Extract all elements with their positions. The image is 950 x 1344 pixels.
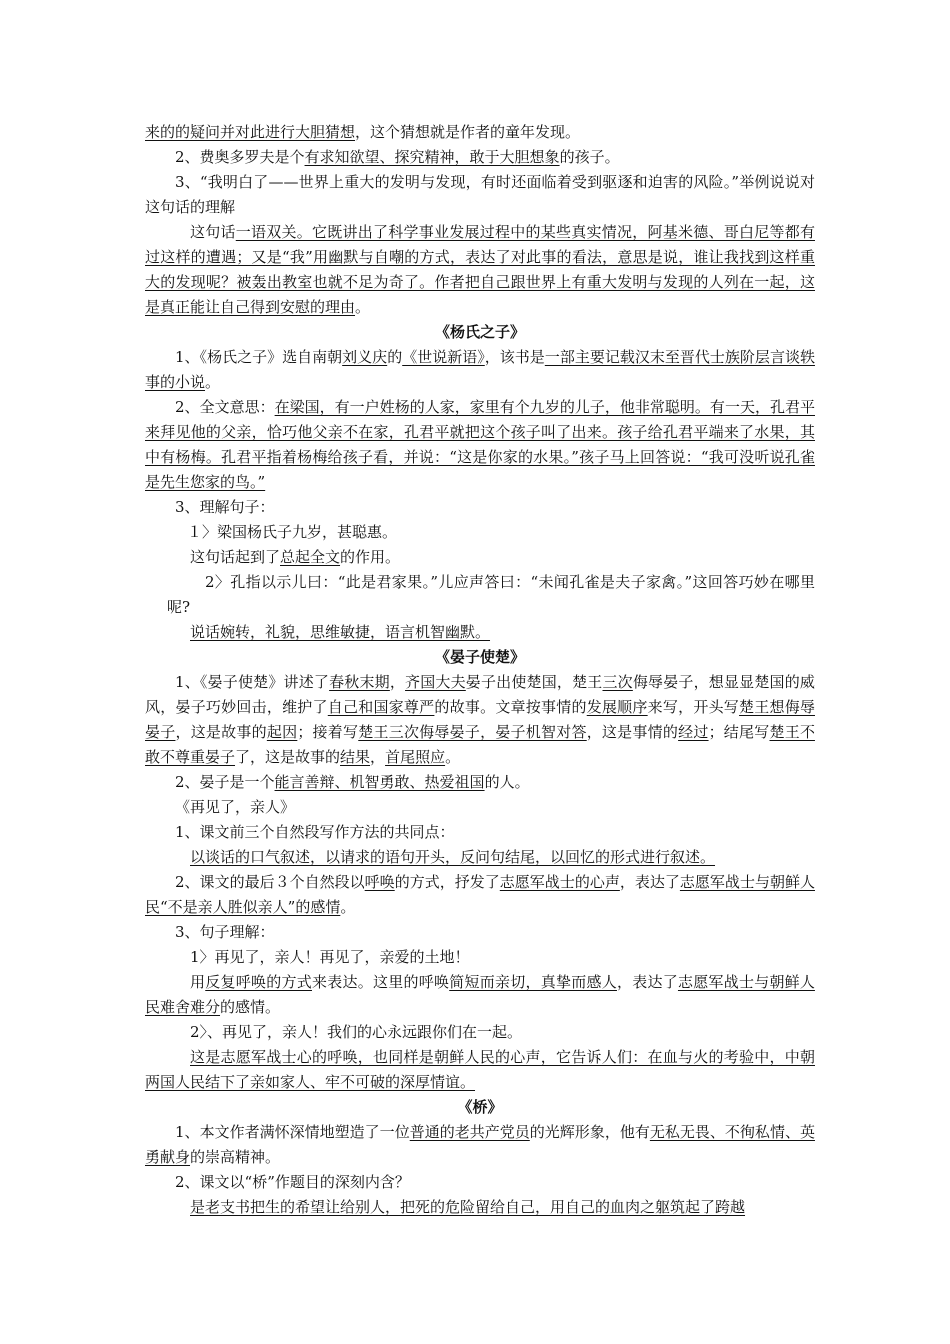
paragraph: 来的的疑问并对此进行大胆猜想，这个猜想就是作者的童年发现。	[145, 123, 581, 141]
paragraph: 1、《杨氏之子》选自南朝刘义庆的《世说新语》，该书是一部主要记载汉末至晋代士族阶层言谈轶事的小说。	[145, 348, 815, 391]
answer: 是老支书把生的希望让给别人，把死的危险留给自己，用自己的血肉之躯筑起了跨越	[190, 1198, 746, 1216]
paragraph: 1、《晏子使楚》讲述了春秋末期，齐国大夫晏子出使楚国，楚王三次侮辱晏子，想显显楚国的威风，晏子巧妙回击，维护了自己和国家尊严的故事。文章按事情的发展顺序来写，开头写楚王想侮辱晏子，这是故事的起因；接着写楚王三次侮辱晏子，晏子机智对答，这是事情的经过；结尾写楚王不敢不尊重晏子了，这是故事的结果，首尾照应。	[145, 673, 815, 766]
section-title-zaijianleqinren: 《再见了，亲人》	[175, 798, 296, 816]
answer: 这是志愿军战士心的呼唤，也同样是朝鲜人民的心声，它告诉人们：在血与火的考验中，中朝两国人民结下了亲如家人、牢不可破的深厚情谊。	[145, 1048, 815, 1091]
section-title-qiao: 《桥》	[457, 1098, 503, 1116]
paragraph: 2、晏子是一个能言善辩、机智勇敢、热爱祖国的人。	[175, 773, 530, 791]
paragraph: 2、全文意思：在梁国，有一户姓杨的人家，家里有个九岁的儿子，他非常聪明。有一天，孔君平来拜见他的父亲，恰巧他父亲不在家，孔君平就把这个孩子叫了出来。孩子给孔君平端来了水果，其中有杨梅。孔君平指着杨梅给孩子看，并说：“这是你家的水果。”孩子马上回答说：“我可没听说孔雀是先生您家的鸟。”	[145, 398, 815, 491]
answer: 说话婉转，礼貌，思维敏捷，语言机智幽默。	[190, 623, 491, 641]
question: 1、课文前三个自然段写作方法的共同点：	[175, 823, 455, 841]
sentence: １〉梁国杨氏子九岁，甚聪惠。	[187, 523, 398, 541]
paragraph: 2、费奥多罗夫是个有求知欲望、探究精神，敢于大胆想象的孩子。	[175, 148, 620, 166]
section-title-yanzishichu: 《晏子使楚》	[434, 648, 525, 666]
sentence: 2〉、再见了，亲人！我们的心永远跟你们在一起。	[190, 1023, 523, 1041]
answer: 以谈话的口气叙述，以请求的语句开头，反问句结尾，以回忆的形式进行叙述。	[190, 848, 716, 866]
section-title-yangshizhizi: 《杨氏之子》	[434, 323, 525, 341]
question: 2、课文以“桥”作题目的深刻内含？	[175, 1173, 410, 1191]
answer: 这句话起到了总起全文的作用。	[190, 548, 401, 566]
question: 3、“我明白了——世界上重大的发明与发现，有时还面临着受到驱逐和迫害的风险。”举例说说对这句话的理解	[145, 173, 815, 216]
document-page	[145, 120, 815, 1220]
answer: 这句话一语双关。它既讲出了科学事业发展过程中的某些真实情况，阿基米德、哥白尼等都有过这样的遭遇；又是“我”用幽默与自嘲的方式，表达了对此事的看法，意思是说，谁让我找到这样重大的发现呢？被轰出教室也就不足为奇了。作者把自己跟世界上有重大发明与发现的人列在一起，这是真正能让自己得到安慰的理由。	[145, 223, 815, 316]
sentence: 1〉再见了，亲人！再见了，亲爱的土地！	[190, 948, 470, 966]
paragraph: 3、句子理解：	[175, 923, 275, 941]
answer: 用反复呼唤的方式来表达。这里的呼唤简短而亲切，真挚而感人，表达了志愿军战士与朝鲜人民难舍难分的感情。	[145, 973, 815, 1016]
sentence: 2〉孔指以示儿曰：“此是君家果。”儿应声答曰：“未闻孔雀是夫子家禽。”这回答巧妙在哪里呢?	[167, 573, 815, 616]
paragraph: 2、课文的最后３个自然段以呼唤的方式，抒发了志愿军战士的心声，表达了志愿军战士与朝鲜人民“不是亲人胜似亲人”的感情。	[145, 873, 815, 916]
paragraph: 1、本文作者满怀深情地塑造了一位普通的老共产党员的光辉形象，他有无私无畏、不徇私情、英勇献身的崇高精神。	[145, 1123, 815, 1166]
paragraph: 3、理解句子：	[175, 498, 275, 516]
